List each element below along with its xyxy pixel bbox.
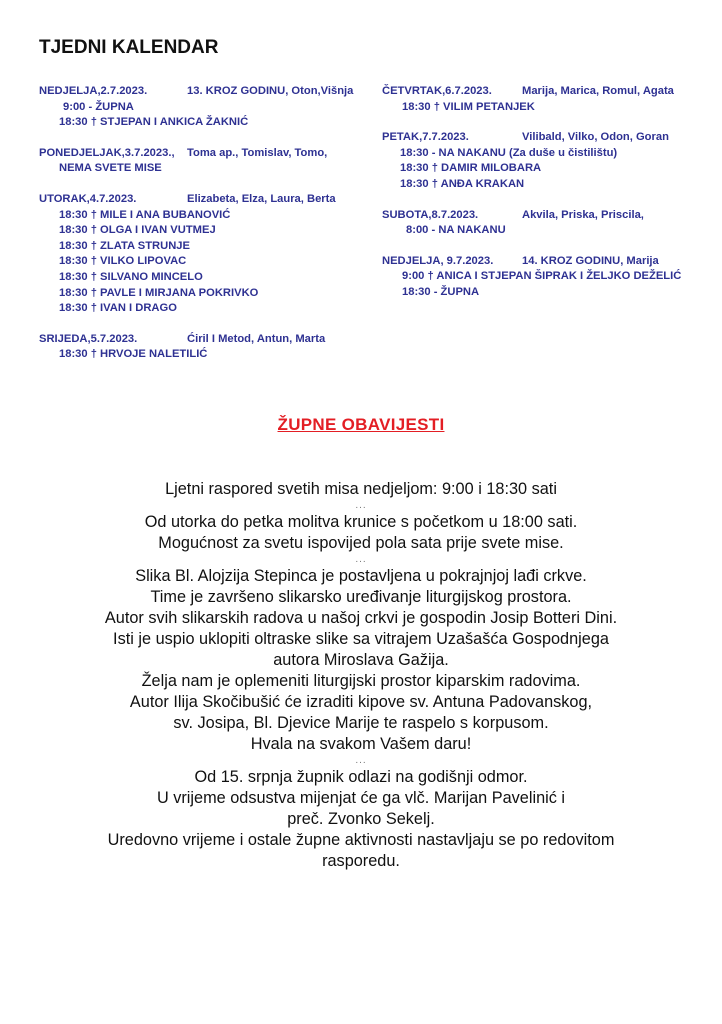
day-name: SUBOTA,8.7.2023.: [382, 208, 479, 221]
mass-entry: 18:30 † VILIM PETANJEK: [402, 100, 535, 113]
mass-entry: 18:30 † IVAN I DRAGO: [59, 302, 177, 315]
mass-entry: 18:30 † PAVLE I MIRJANA POKRIVKO: [59, 286, 259, 299]
notice-line: autora Miroslava Gažija.: [273, 651, 449, 669]
mass-entry: 18:30 - NA NAKANU (Za duše u čistilištu): [400, 146, 618, 159]
calendar-day: [382, 208, 692, 239]
notice-line: Ljetni raspored svetih misa nedjeljom: 9:00 i 18:30 sati: [165, 480, 557, 498]
mass-entry: 18:30 † DAMIR MILOBARA: [400, 162, 542, 175]
day-saints: Toma ap., Tomislav, Tomo,: [187, 146, 328, 159]
notice-line: Hvala na svakom Vašem daru!: [250, 735, 472, 753]
notice-line: sv. Josipa, Bl. Djevice Marije te raspelo s korpusom.: [173, 714, 549, 732]
mass-entry: 18:30 † HRVOJE NALETILIĆ: [59, 348, 208, 361]
day-name: ČETVRTAK,6.7.2023.: [382, 85, 492, 97]
mass-entry: 18:30 † ZLATA STRUNJE: [59, 239, 190, 252]
day-saints: Marija, Marica, Romul, Agata: [522, 85, 674, 97]
day-saints: Ćiril I Metod, Antun, Marta: [187, 332, 326, 345]
notice-line: Time je završeno slikarsko uređivanje liturgijskog prostora.: [150, 588, 572, 606]
mass-entry: 18:30 † OLGA I IVAN VUTMEJ: [59, 224, 216, 237]
mass-entry: 9:00 † ANICA I STJEPAN ŠIPRAK I ŽELJKO DEŽELIĆ: [402, 270, 682, 283]
calendar-day: [382, 254, 692, 301]
day-name: SRIJEDA,5.7.2023.: [39, 332, 138, 345]
notice-line: Isti je uspio uklopiti oltraske slike sa vitrajem Uzašašća Gospodnjega: [113, 630, 609, 648]
mass-entry: 18:30 † SILVANO MINCELO: [59, 270, 203, 283]
calendar-day: [39, 332, 369, 363]
notice-separator: ...: [355, 755, 367, 766]
notice-line: Mogućnost za svetu ispovijed pola sata prije svete mise.: [158, 534, 564, 552]
calendar-day: [382, 130, 692, 192]
notice-line: Autor svih slikarskih radova u našoj crkvi je gospodin Josip Botteri Dini.: [104, 609, 618, 627]
calendar-day: [39, 84, 369, 131]
day-saints: 14. KROZ GODINU, Marija: [522, 254, 659, 267]
mass-entry: 18:30 † MILE I ANA BUBANOVIĆ: [59, 208, 231, 221]
notice-line: Želja nam je oplemeniti liturgijski prostor kiparskim radovima.: [141, 672, 581, 690]
notice-line: Od utorka do petka molitva krunice s početkom u 18:00 sati.: [144, 513, 578, 531]
notice-line: U vrijeme odsustva mijenjat će ga vlč. Marijan Pavelinić i: [156, 789, 566, 807]
day-saints: Elizabeta, Elza, Laura, Berta: [187, 192, 336, 205]
day-name: PETAK,7.7.2023.: [382, 131, 469, 144]
notice-line: Uredovno vrijeme i ostale župne aktivnosti nastavljaju se po redovitom: [107, 831, 615, 849]
calendar-day: [382, 84, 692, 115]
day-name: NEDJELJA,2.7.2023.: [39, 85, 148, 97]
day-name: UTORAK,4.7.2023.: [39, 192, 137, 205]
mass-entry: 18:30 † STJEPAN I ANKICA ŽAKNIĆ: [59, 116, 249, 129]
notices-title: ŽUPNE OBAVIJESTI: [277, 415, 445, 434]
mass-entry: NEMA SVETE MISE: [59, 162, 162, 175]
mass-entry: 8:00 - NA NAKANU: [406, 224, 506, 237]
day-saints: 13. KROZ GODINU, Oton,Višnja: [187, 85, 354, 97]
notice-separator: ...: [355, 554, 367, 565]
notice-line: preč. Zvonko Sekelj.: [287, 810, 435, 828]
notice-line: Od 15. srpnja župnik odlazi na godišnji odmor.: [194, 768, 528, 786]
notice-line: Autor Ilija Skočibušić će izraditi kipove sv. Antuna Padovanskog,: [129, 693, 593, 711]
notice-line: Slika Bl. Alojzija Stepinca je postavljena u pokrajnjoj lađi crkve.: [135, 567, 587, 585]
calendar-day: [39, 146, 369, 177]
day-name: NEDJELJA, 9.7.2023.: [382, 254, 494, 267]
notice-separator: ...: [355, 500, 367, 511]
day-name: PONEDJELJAK,3.7.2023.,: [39, 146, 175, 159]
page-title: TJEDNI KALENDAR: [39, 37, 219, 58]
calendar-day: [39, 192, 369, 317]
calendar-column-left: [39, 84, 369, 378]
notice-line: rasporedu.: [322, 852, 400, 870]
mass-entry: 18:30 - ŽUPNA: [402, 285, 480, 298]
mass-entry: 18:30 † VILKO LIPOVAC: [59, 255, 187, 268]
mass-entry: 9:00 - ŽUPNA: [63, 100, 134, 113]
mass-entry: 18:30 † ANĐA KRAKAN: [400, 177, 525, 190]
calendar-column-right: [382, 84, 692, 316]
day-saints: Vilibald, Vilko, Odon, Goran: [522, 131, 669, 144]
day-saints: Akvila, Priska, Priscila,: [522, 208, 644, 221]
notices-body: [60, 479, 662, 872]
